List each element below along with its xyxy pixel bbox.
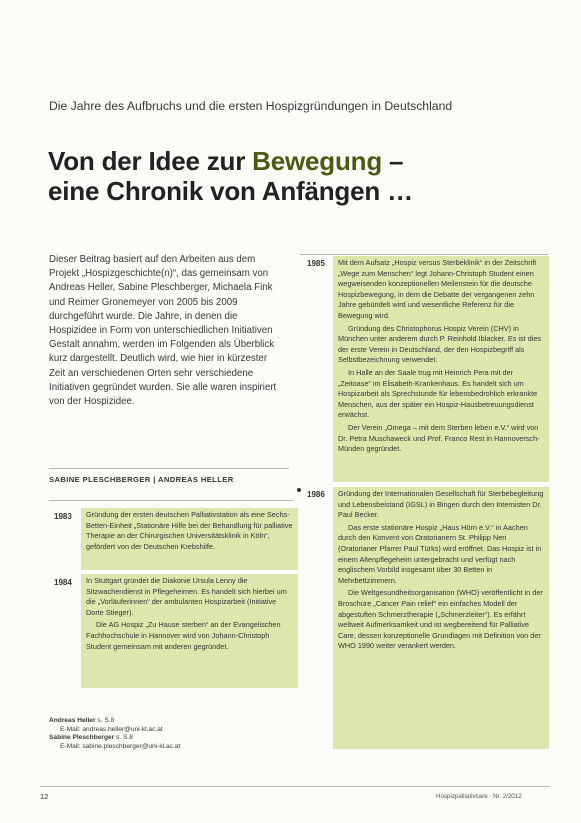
entry-paragraph: Gründung des Christophorus Hospiz Verein (CHV) in München unter anderem durch P. Reinhold Iblacker. Es ist dies der erste Verein in Deutschland, der den Hospizbegriff als Selbstbezeichnung verwendet. xyxy=(338,323,542,365)
rule-above-authors xyxy=(49,468,289,469)
contact-ref: s. S.8 xyxy=(116,734,133,742)
contact-email: E-Mail: andreas.heller@uni-kl.ac.at xyxy=(60,725,163,733)
headline xyxy=(48,146,548,206)
journal-footer: Hospizpalliativcare · Nr. 2/2012 xyxy=(436,793,522,800)
entry-paragraph: Die Weltgesundheitsorganisation (WHO) veröffentlicht in der Broschüre „Cancer Pain relief“ ein einfaches Modell der abgestuften Schmerztherapie („Schmerzleiter“). Es erfährt weltweit Aufmerksamkeit und ist wegbereitend für Palliative Care, dessen konzeptionelle Grundlagen mit Definition von der WHO 1990 weiter verankert werden. xyxy=(338,588,543,651)
kicker-text: Die Jahre des Aufbruchs und die ersten Hospizgründungen in Deutschland xyxy=(49,99,453,113)
bullet-dot-icon xyxy=(297,488,301,492)
year-label: 1983 xyxy=(54,512,72,521)
rule-left-timeline xyxy=(49,500,294,501)
contact-name: Andreas Heller xyxy=(49,717,96,724)
page-number: 12 xyxy=(40,792,49,801)
headline-line1-end: – xyxy=(382,146,404,176)
entry-paragraph: Der Verein „Omega – mit dem Sterben leben e.V.“ wird von Dr. Petra Muschaweck und Prof. Franco Rest in Hannoversch-Münden gegründet. xyxy=(338,422,540,454)
entry-paragraph: Gründung der ersten deutschen Palliativstation als eine Sechs-Betten-Einheit „Stationäre Hilfe bei der Behandlung für palliative Therapie an der Chirurgischen Universitätsklinik in Köln“, gefördert von der Deutschen Krebshilfe. xyxy=(86,510,293,551)
year-label: 1986 xyxy=(307,490,325,499)
timeline-entry-1983 xyxy=(81,508,298,570)
timeline-entry-1985 xyxy=(333,256,549,482)
headline-accent: Bewegung xyxy=(252,146,383,176)
year-label: 1984 xyxy=(54,578,72,587)
entry-paragraph: In Stuttgart gründet die Diakonie Ursula Lenny die Sitzwachendienst in Pflegeheimen. Es handelt sich hierbei um die „Vorläuferinnen“ der ambulanten Hospizarbeit (Initiative Dorte Stieger). xyxy=(86,576,287,617)
contact-name: Sabine Pleschberger xyxy=(49,734,115,742)
contact-ref: s. S.8 xyxy=(97,717,115,724)
entry-paragraph: In Halle an der Saale trug mit Heinrich Pera mit der „Zeitoase“ im Elisabeth-Krankenhaus. Es handelt sich um Hospizarbeit als Sprechstunde für lebensbedrohlich erkrankte Menschen, aus der später ein Hospiz-Hausbetreuungsdienst erwächst. xyxy=(338,367,538,420)
author-contacts xyxy=(49,717,180,751)
year-label: 1985 xyxy=(307,259,325,268)
rule-right-timeline xyxy=(300,254,548,255)
entry-paragraph: Gründung der Internationalen Gesellschaft für Sterbebegleitung und Lebensbeistand (IGSL) in Bingen durch den Internisten Dr. Paul Becker. xyxy=(338,489,544,520)
authors-byline: SABINE PLESCHBERGER | ANDREAS HELLER xyxy=(49,475,234,484)
timeline-entry-1986 xyxy=(333,487,549,749)
footer-rule xyxy=(40,786,550,787)
entry-paragraph: Die AG Hospiz „Zu Hause sterben“ an der Evangelischen Fachhochschule in Hannover wird von Johann-Christoph Student gemeinsam mit anderen gegründet. xyxy=(86,620,281,651)
headline-line1-start: Von der Idee zur xyxy=(48,146,253,176)
contact-email: E-Mail: sabine.pleschberger@uni-kl.ac.at xyxy=(60,742,181,750)
headline-line2: eine Chronik von Anfängen … xyxy=(48,176,413,206)
entry-paragraph: Das erste stationäre Hospiz „Haus Hörn e.V.“ in Aachen durch den Konvent von Oratorianern St. Philipp Neri (Oratorianer Pfarrer Paul Türks) wird eröffnet. Das Hospiz ist in einem Altenpflegeheim untergebracht und verfügt nach englischem Vorbild insgesamt über 30 Betten in Mehrbettzimmern. xyxy=(338,522,542,585)
timeline-entry-1984 xyxy=(81,574,298,688)
entry-paragraph: Mit dem Aufsatz „Hospiz versus Sterbeklinik“ in der Zeitschrift „Wege zum Menschen“ legt Johann-Christoph Student einen wegweisenden konzeptionellen Meilenstein für die deutsche Hospizbewegung, in dem die Debatte der vergangenen zehn Jahre gebündelt wird und wesentliche Referenz für die Bewegung wird. xyxy=(338,258,537,320)
intro-paragraph xyxy=(49,253,285,409)
intro-text: Dieser Beitrag basiert auf den Arbeiten aus dem Projekt „Hospizgeschichte(n)“, das gemeinsam von Andreas Heller, Sabine Pleschberger, Michaela Fink und Reimer Gronemeyer von 2005 bis 2009 durchgeführt wurde. Die Jahre, in denen die Hospizidee in Form von unterschiedlichen Initiativen Gestalt annahm, werden im Folgenden als Überblick kurz dargestellt. Deutlich wird, wie hier in kürzester Zeit an verschiedenen Orten sehr verschiedene Initiativen gegründet wurden. Sie alle waren inspiriert von der Hospizidee. xyxy=(49,254,277,408)
